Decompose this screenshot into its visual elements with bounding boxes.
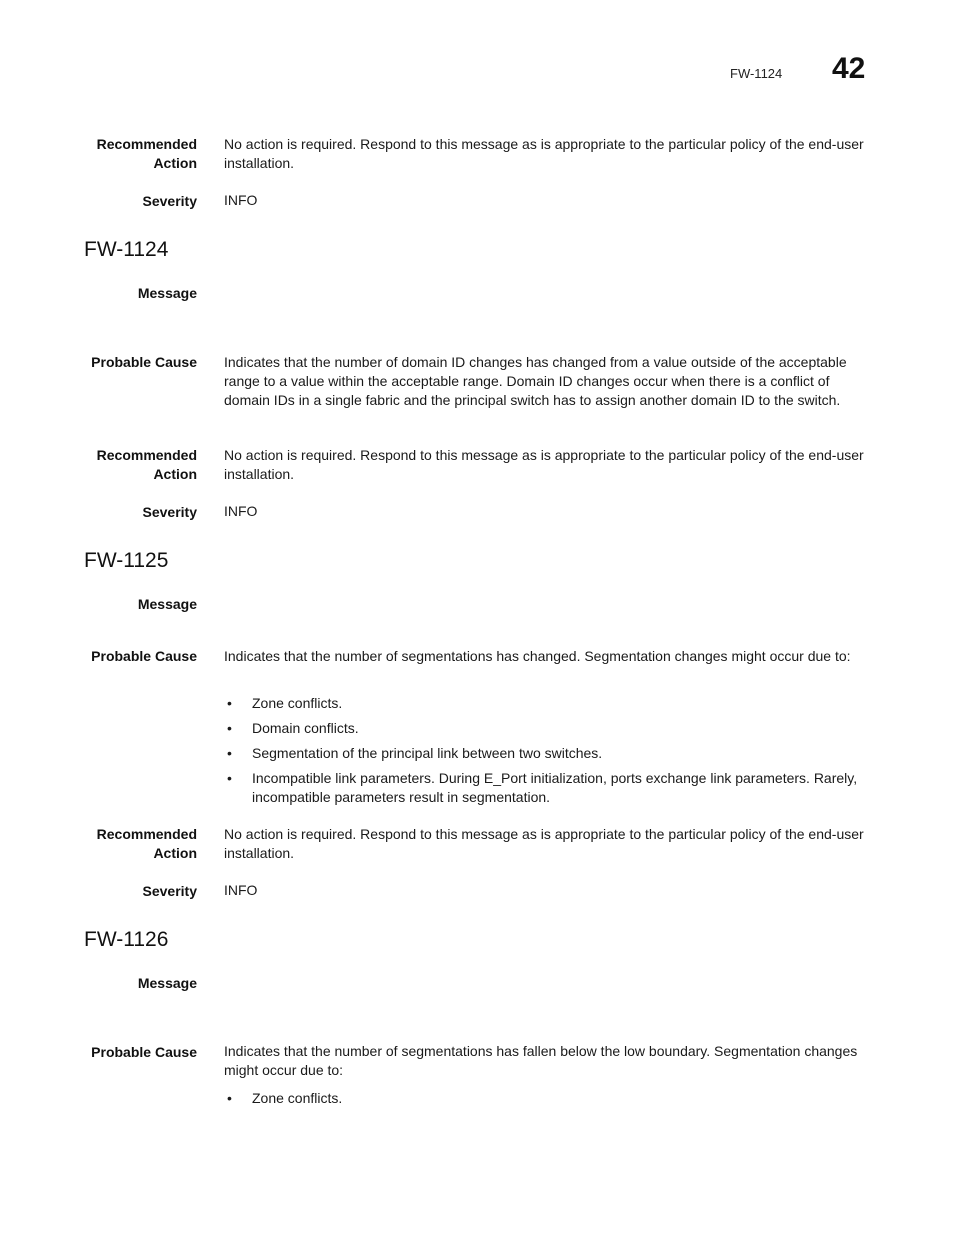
severity-value: INFO (224, 503, 258, 519)
list-item-text: Segmentation of the principal link between two switches. (252, 745, 603, 761)
list-item-text: Zone conflicts. (252, 695, 343, 711)
recommended-action-label: Recommended Action (96, 826, 197, 861)
severity-label: Severity (142, 193, 197, 209)
probable-cause-label: Probable Cause (91, 354, 197, 370)
recommended-action-label: Recommended Action (96, 136, 197, 171)
bullet-icon: • (227, 745, 232, 761)
severity-label: Severity (142, 504, 197, 520)
bullet-icon: • (227, 695, 232, 711)
probable-cause-label: Probable Cause (91, 1044, 197, 1060)
recommended-action-label: Recommended Action (96, 447, 197, 482)
list-item-text: Zone conflicts. (252, 1090, 343, 1106)
bullet-icon: • (227, 720, 232, 736)
recommended-action-text: No action is required. Respond to this message as is appropriate to the particular policy of the end-user installation. (224, 136, 864, 171)
bullet-icon: • (227, 1090, 232, 1106)
section-heading-fw-1124: FW-1124 (84, 238, 169, 261)
recommended-action-text: No action is required. Respond to this message as is appropriate to the particular policy of the end-user installation. (224, 447, 864, 482)
probable-cause-text: Indicates that the number of segmentations has changed. Segmentation changes might occur due to: (224, 648, 851, 664)
recommended-action-text: No action is required. Respond to this message as is appropriate to the particular policy of the end-user installation. (224, 826, 864, 861)
severity-value: INFO (224, 192, 258, 208)
severity-value: INFO (224, 882, 258, 898)
running-header-title: FW-1124 (730, 66, 783, 81)
probable-cause-text: Indicates that the number of domain ID changes has changed from a value outside of the acceptable range to a value within the acceptable range. Domain ID changes occur when there is a conflict of domain IDs in a single fabric and the principal switch has to assign another domain ID to the switch. (224, 354, 847, 408)
list-item-text: Domain conflicts. (252, 720, 359, 736)
message-label: Message (137, 596, 197, 612)
message-label: Message (137, 285, 197, 301)
probable-cause-label: Probable Cause (91, 648, 197, 664)
section-heading-fw-1125: FW-1125 (84, 549, 169, 572)
section-heading-fw-1126: FW-1126 (84, 928, 169, 951)
chapter-number: 42 (832, 52, 866, 85)
message-label: Message (137, 975, 197, 991)
list-item-text: Incompatible link parameters. During E_Port initialization, ports exchange link parameters. Rarely, incompatible parameters result in segmentation. (252, 770, 858, 805)
bullet-icon: • (227, 770, 232, 786)
severity-label: Severity (142, 883, 197, 899)
probable-cause-text: Indicates that the number of segmentations has fallen below the low boundary. Segmentation changes might occur due to: (224, 1043, 858, 1078)
